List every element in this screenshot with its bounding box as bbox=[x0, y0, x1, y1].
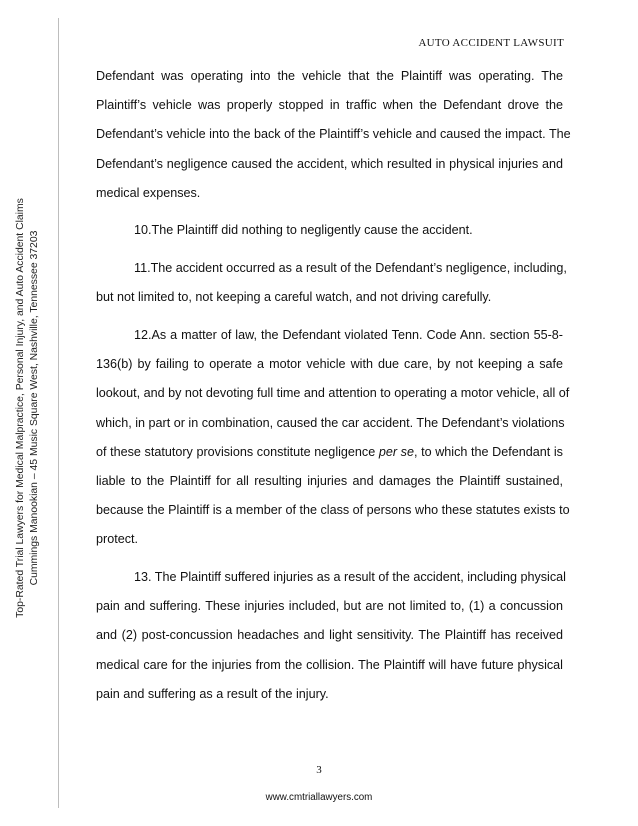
text-line: Plaintiff’s vehicle was properly stopped in traffic when the Defendant drove the bbox=[96, 98, 563, 113]
paragraph-number: 13. bbox=[134, 570, 152, 584]
paragraph-number: 12. bbox=[134, 328, 152, 342]
text-line: medical care for the injuries from the collision. The Plaintiff will have future physical bbox=[96, 657, 563, 672]
text-line: and (2) post-concussion headaches and light sensitivity. The Plaintiff has received bbox=[96, 628, 563, 643]
firm-tagline: Top-Rated Trial Lawyers for Medical Malpractice, Personal Injury, and Auto Accident Claims bbox=[15, 198, 26, 618]
text-line: Defendant’s negligence caused the accident, which resulted in physical injuries and bbox=[96, 156, 563, 171]
text-line: lookout, and by not devoting full time and attention to operating a motor vehicle, all of bbox=[96, 386, 570, 401]
paragraph-13 bbox=[96, 563, 566, 709]
text-line: but not limited to, not keeping a careful watch, and not driving carefully. bbox=[96, 290, 492, 305]
page-number: 3 bbox=[316, 764, 322, 776]
text-line: pain and suffering. These injuries included, but are not limited to, (1) a concussion bbox=[96, 599, 563, 614]
text-line: protect. bbox=[96, 532, 138, 547]
text-line: 10.The Plaintiff did nothing to negligently cause the accident. bbox=[134, 223, 473, 238]
text-line: of these statutory provisions constitute negligence per se, to which the Defendant is bbox=[96, 444, 563, 459]
paragraph-11 bbox=[96, 254, 567, 312]
text-line: which, in part or in combination, caused the car accident. The Defendant’s violations bbox=[96, 415, 565, 430]
text-line: 11.The accident occurred as a result of the Defendant’s negligence, including, bbox=[134, 261, 567, 276]
footer-website: www.cmtriallawyers.com bbox=[265, 792, 373, 803]
paragraph-12 bbox=[96, 321, 570, 555]
document-body bbox=[96, 62, 571, 709]
running-header: AUTO ACCIDENT LAWSUIT bbox=[418, 37, 564, 49]
latin-term: per se bbox=[378, 444, 414, 459]
text-line: 136(b) by failing to operate a motor vehicle with due care, by not keeping a safe bbox=[96, 357, 563, 372]
text-line: 13. The Plaintiff suffered injuries as a result of the accident, including physical bbox=[134, 570, 566, 584]
margin-rule bbox=[58, 18, 59, 808]
text-line: Defendant’s vehicle into the back of the Plaintiff’s vehicle and caused the impact. The bbox=[96, 127, 571, 142]
firm-sidebar bbox=[14, 198, 50, 618]
text-line: 12.As a matter of law, the Defendant violated Tenn. Code Ann. section 55-8- bbox=[134, 328, 563, 342]
paragraph-number: 10. bbox=[134, 223, 152, 238]
paragraph-number: 11. bbox=[134, 261, 151, 276]
text-line: because the Plaintiff is a member of the class of persons who these statutes exists to bbox=[96, 503, 570, 518]
text-line: liable to the Plaintiff for all resulting injuries and damages the Plaintiff sustained, bbox=[96, 473, 563, 488]
paragraph-10 bbox=[96, 216, 563, 245]
text-line: pain and suffering as a result of the injury. bbox=[96, 686, 329, 701]
intro-paragraph bbox=[96, 62, 571, 208]
text-line: medical expenses. bbox=[96, 185, 201, 200]
text-line: Defendant was operating into the vehicle that the Plaintiff was operating. The bbox=[96, 69, 563, 83]
firm-address: Cummings Manookian – 45 Music Square West, Nashville, Tennessee 37203 bbox=[28, 230, 40, 586]
